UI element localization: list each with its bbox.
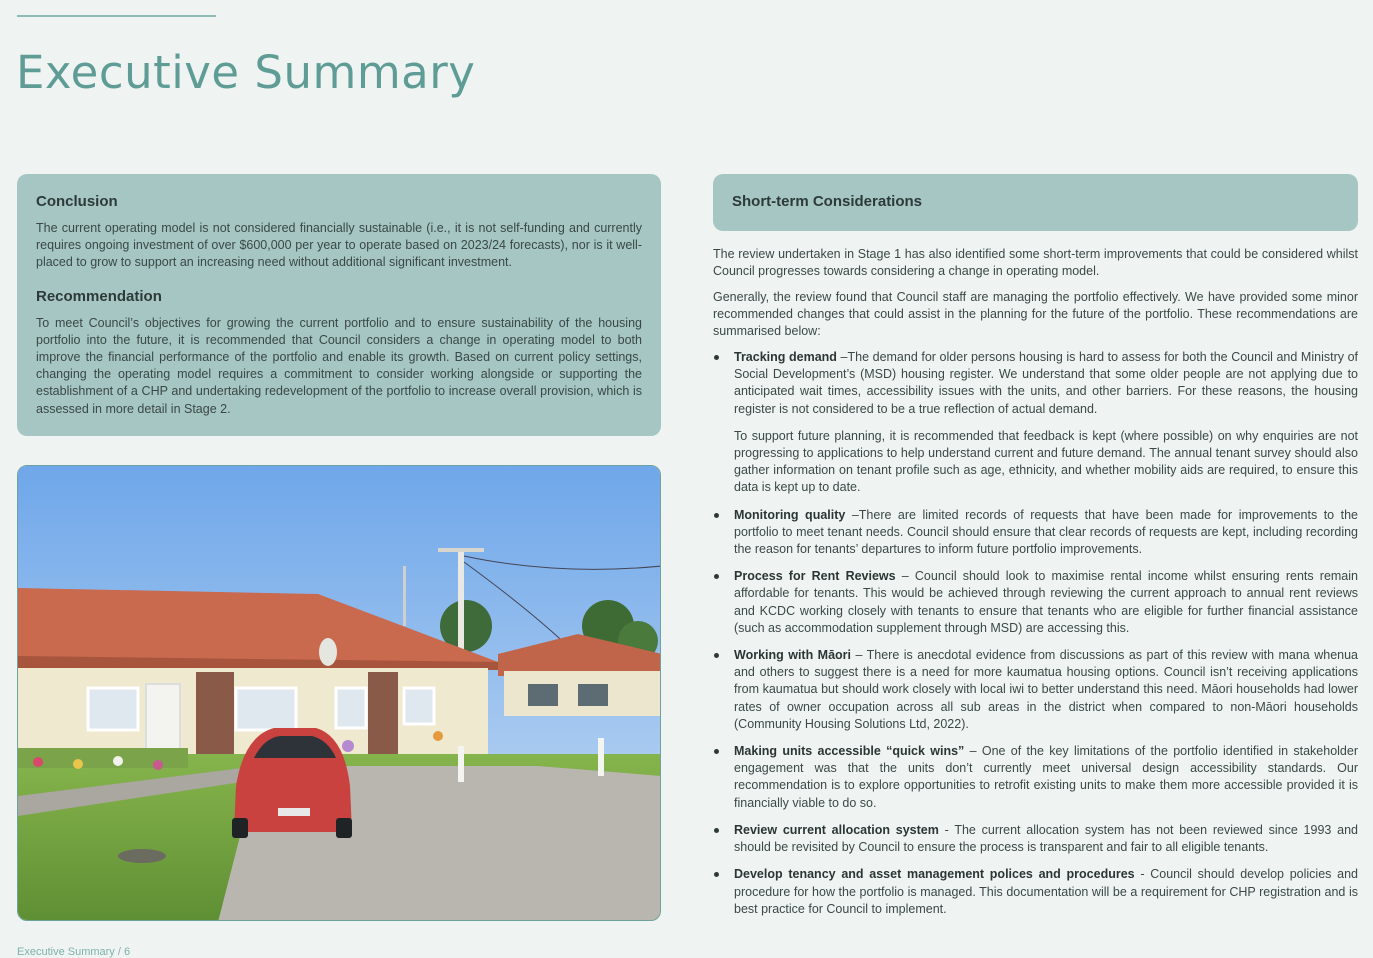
item-text: - The current allocation system has not been reviewed since 1993 and should be revisited by Council to ensure the process is transparent and fair to all eligible tenants. — [734, 822, 1358, 855]
list-item-tracking-demand — [713, 349, 1358, 497]
list-item-working-with-maori — [713, 647, 1358, 733]
item-title: Working with Māori — [734, 648, 851, 663]
item-subtext: To support future planning, it is recommended that feedback is kept (where possible) on why enquiries are not progressing to applications to help understand current and future demand. The annual tenant survey should also gather information on tenant profile such as age, ethnicity, and whether mobility aids are required, to ensure this data is kept up to date. — [734, 428, 1358, 495]
recommendation-heading: Recommendation — [36, 287, 162, 305]
item-title: Review current allocation system — [734, 822, 939, 837]
conclusion-panel — [17, 174, 661, 436]
list-item-tenancy-policies — [713, 866, 1358, 918]
recommendations-list — [713, 349, 1358, 918]
conclusion-text: The current operating model is not considered financially sustainable (i.e., it is not self-funding and currently requires ongoing investment of over $600,000 per year to operate based on 2023/24 forecasts), nor is it well-placed to grow to support an increasing need without additional significant investment. — [36, 221, 642, 270]
list-item-monitoring-quality — [713, 507, 1358, 559]
item-title: Making units accessible “quick wins” — [734, 744, 965, 759]
page-footer: Executive Summary / 6 — [17, 946, 131, 958]
housing-units-photo — [17, 465, 661, 921]
list-item-allocation-system — [713, 822, 1358, 856]
item-title: Develop tenancy and asset management polices and procedures — [734, 867, 1135, 882]
item-text: –There are limited records of requests that have been made for improvements to the portfolio to meet tenant needs. Council should ensure that clear records of requests are kept, including recording the reason for tenants’ departures to inform future portfolio improvements. — [734, 507, 1358, 557]
list-item-accessible-units — [713, 743, 1358, 812]
item-text: –The demand for older persons housing is hard to assess for both the Council and Ministry of Social Development’s (MSD) housing register. We understand that some older people are not applying due to anticipated wait times, accessibility issues with the units, and other barriers. For these reasons, the housing register is not considered to be a true reflection of actual demand. — [734, 350, 1359, 416]
item-text: – One of the key limitations of the portfolio identified in stakeholder engagement was that the units don’t currently meet universal design accessibility standards. Our recommendation is to explore opportunities to retrofit existing units to make them more accessible provided it is financially viable to do so. — [734, 744, 1358, 810]
short-term-content — [713, 246, 1358, 928]
item-title: Monitoring quality — [734, 507, 846, 522]
conclusion-heading: Conclusion — [36, 193, 118, 210]
item-text: - Council should develop policies and procedure for how the portfolio is managed. This documentation will be a requirement for CHP registration and is best practice for Council to implement. — [734, 867, 1358, 916]
page-title: Executive Summary — [16, 46, 476, 99]
item-text: – Council should look to maximise rental income whilst ensuring rents remain affordable for tenants. This would be achieved through reviewing the current approach to annual rent reviews and KCDC working closely with tenants to ensure that tenants who are eligible for further financial assistance (such as accommodation supplement through MSD) are accessing this. — [734, 569, 1358, 635]
top-rule — [17, 15, 216, 17]
item-title: Tracking demand — [734, 350, 837, 365]
item-title: Process for Rent Reviews — [734, 569, 896, 584]
short-term-header-panel — [713, 174, 1358, 231]
item-text: – There is anecdotal evidence from discussions as part of this review with mana whenua and others to suggest there is a need for more kaumatua housing options. Council isn’t receiving applications from kaumatua but should work closely with local iwi to better understand this need. Māori households had lower rates of owner occupation across all sub areas in the district when compared to non-Māori households (Community Housing Solutions Ltd, 2022). — [734, 648, 1358, 731]
list-item-rent-reviews — [713, 568, 1358, 637]
short-term-intro-2: Generally, the review found that Council staff are managing the portfolio effectively. We have provided some minor recommended changes that could assist in the planning for the future of the portfolio. These recommendations are summarised below: — [713, 289, 1358, 339]
short-term-intro-1: The review undertaken in Stage 1 has also identified some short-term improvements that could be considered whilst Council progresses towards considering a change in operating model. — [713, 247, 1358, 279]
recommendation-text: To meet Council’s objectives for growing the current portfolio and to ensure sustainability of the housing portfolio into the future, it is recommended that Council considers a change in operating model to both improve the financial performance of the portfolio and enable its growth. Based on current policy settings, changing the operating model requires a commitment to consider working alongside or supporting the establishment of a CHP and undertaking redevelopment of the portfolio to increase overall provision, which is assessed in more detail in Stage 2. — [36, 315, 642, 416]
short-term-heading: Short-term Considerations — [732, 193, 923, 210]
